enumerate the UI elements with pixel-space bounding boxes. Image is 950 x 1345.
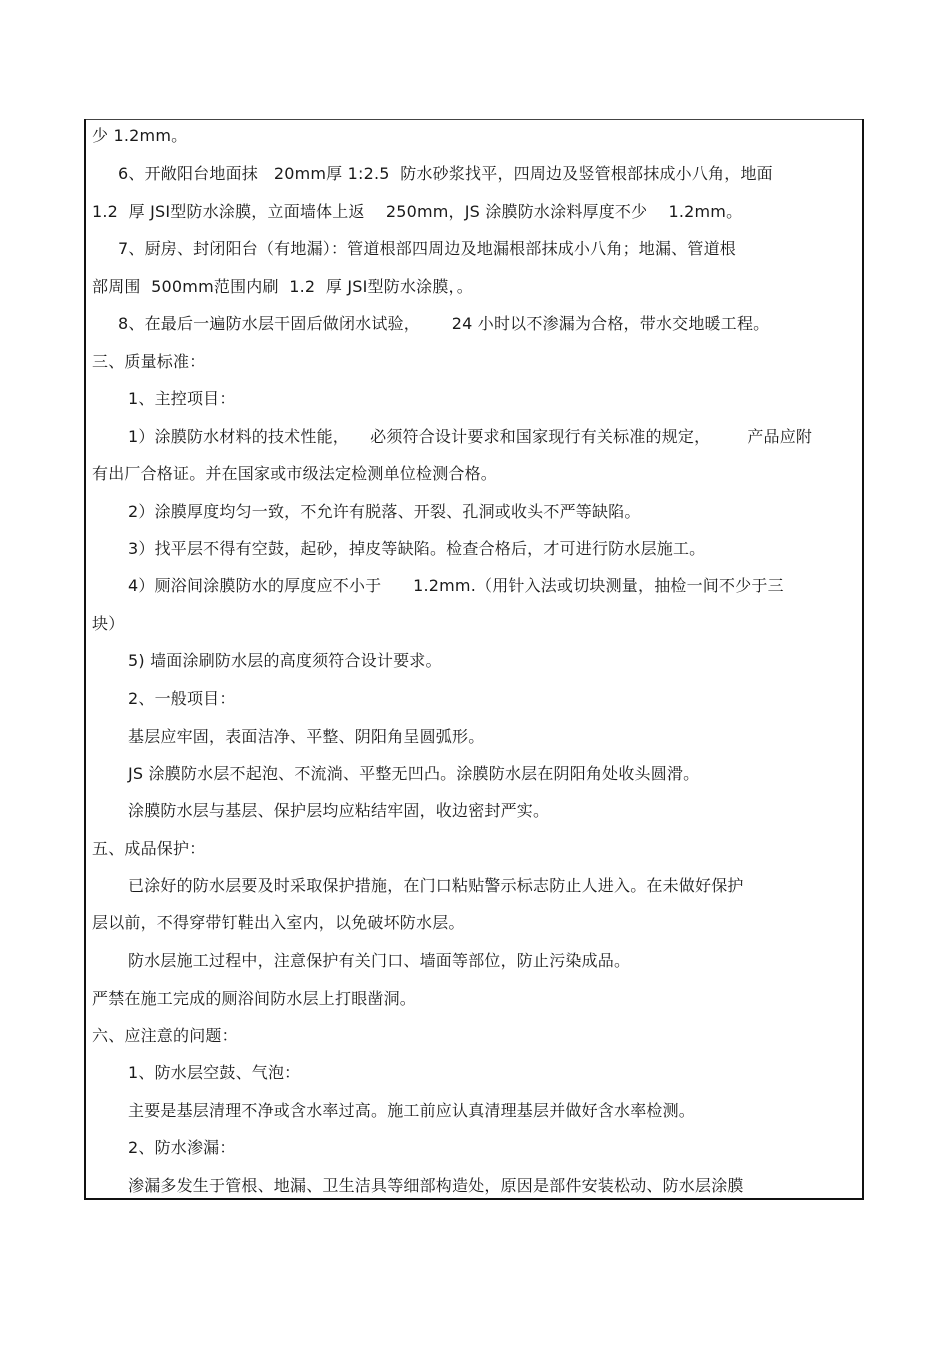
text-line: 防水层施工过程中，注意保护有关门口、墙面等部位，防止污染成品。	[128, 951, 631, 970]
text-line: 5) 墙面涂刷防水层的高度须符合设计要求。	[128, 651, 442, 670]
text-line: 6、开敞阳台地面抹 20mm厚 1:2.5 防水砂浆找平，四周边及竖管根部抹成小八角，地面	[118, 164, 773, 183]
text-line: 少 1.2mm。	[92, 126, 188, 145]
text-line: 已涂好的防水层要及时采取保护措施，在门口粘贴警示标志防止人进入。在未做好保护	[128, 876, 744, 895]
section-heading: 三、质量标准：	[92, 352, 206, 371]
subsection-heading: 2、一般项目：	[128, 689, 236, 708]
text-line: 渗漏多发生于管根、地漏、卫生洁具等细部构造处，原因是部件安装松动、防水层涂膜	[128, 1176, 744, 1195]
subsection-heading: 2、防水渗漏：	[128, 1138, 236, 1157]
text-line: 4）厕浴间涂膜防水的厚度应不小于 1.2mm.（用针入法或切块测量，抽检一间不少于三	[128, 576, 784, 595]
text-line: 基层应牢固，表面洁净、平整、阴阳角呈圆弧形。	[128, 727, 485, 746]
text-line: 涂膜防水层与基层、保护层均应粘结牢固，收边密封严实。	[128, 801, 550, 820]
text-line: 2）涂膜厚度均匀一致，不允许有脱落、开裂、孔洞或收头不严等缺陷。	[128, 502, 641, 521]
text-line: 有出厂合格证。并在国家或市级法定检测单位检测合格。	[92, 464, 498, 483]
text-line: 3）找平层不得有空鼓，起砂，掉皮等缺陷。检查合格后，才可进行防水层施工。	[128, 539, 706, 558]
text-line: 严禁在施工完成的厕浴间防水层上打眼凿洞。	[92, 989, 417, 1008]
subsection-heading: 1、防水层空鼓、气泡：	[128, 1063, 301, 1082]
text-line: 1）涂膜防水材料的技术性能， 必须符合设计要求和国家现行有关标准的规定， 产品应附	[128, 427, 813, 446]
section-heading: 五、成品保护：	[92, 839, 206, 858]
text-line: 1.2 厚 JSⅠ型防水涂膜，立面墙体上返 250mm，JS 涂膜防水涂料厚度不少 1.2mm。	[92, 202, 743, 221]
text-line: 部周围 500mm范围内刷 1.2 厚 JSⅠ型防水涂膜，。	[92, 277, 473, 296]
text-line: 块）	[92, 614, 125, 633]
subsection-heading: 1、主控项目：	[128, 389, 236, 408]
text-line: 7、厨房、封闭阳台（有地漏）：管道根部四周边及地漏根部抹成小八角；地漏、管道根	[118, 239, 736, 258]
text-line: 8、在最后一遍防水层干固后做闭水试验， 24 小时以不渗漏为合格，带水交地暖工程。	[118, 314, 770, 333]
section-heading: 六、应注意的问题：	[92, 1026, 238, 1045]
text-line: 主要是基层清理不净或含水率过高。施工前应认真清理基层并做好含水率检测。	[128, 1101, 696, 1120]
text-line: JS 涂膜防水层不起泡、不流淌、平整无凹凸。涂膜防水层在阴阳角处收头圆滑。	[128, 764, 700, 783]
text-line: 层以前，不得穿带钉鞋出入室内，以免破坏防水层。	[92, 913, 465, 932]
